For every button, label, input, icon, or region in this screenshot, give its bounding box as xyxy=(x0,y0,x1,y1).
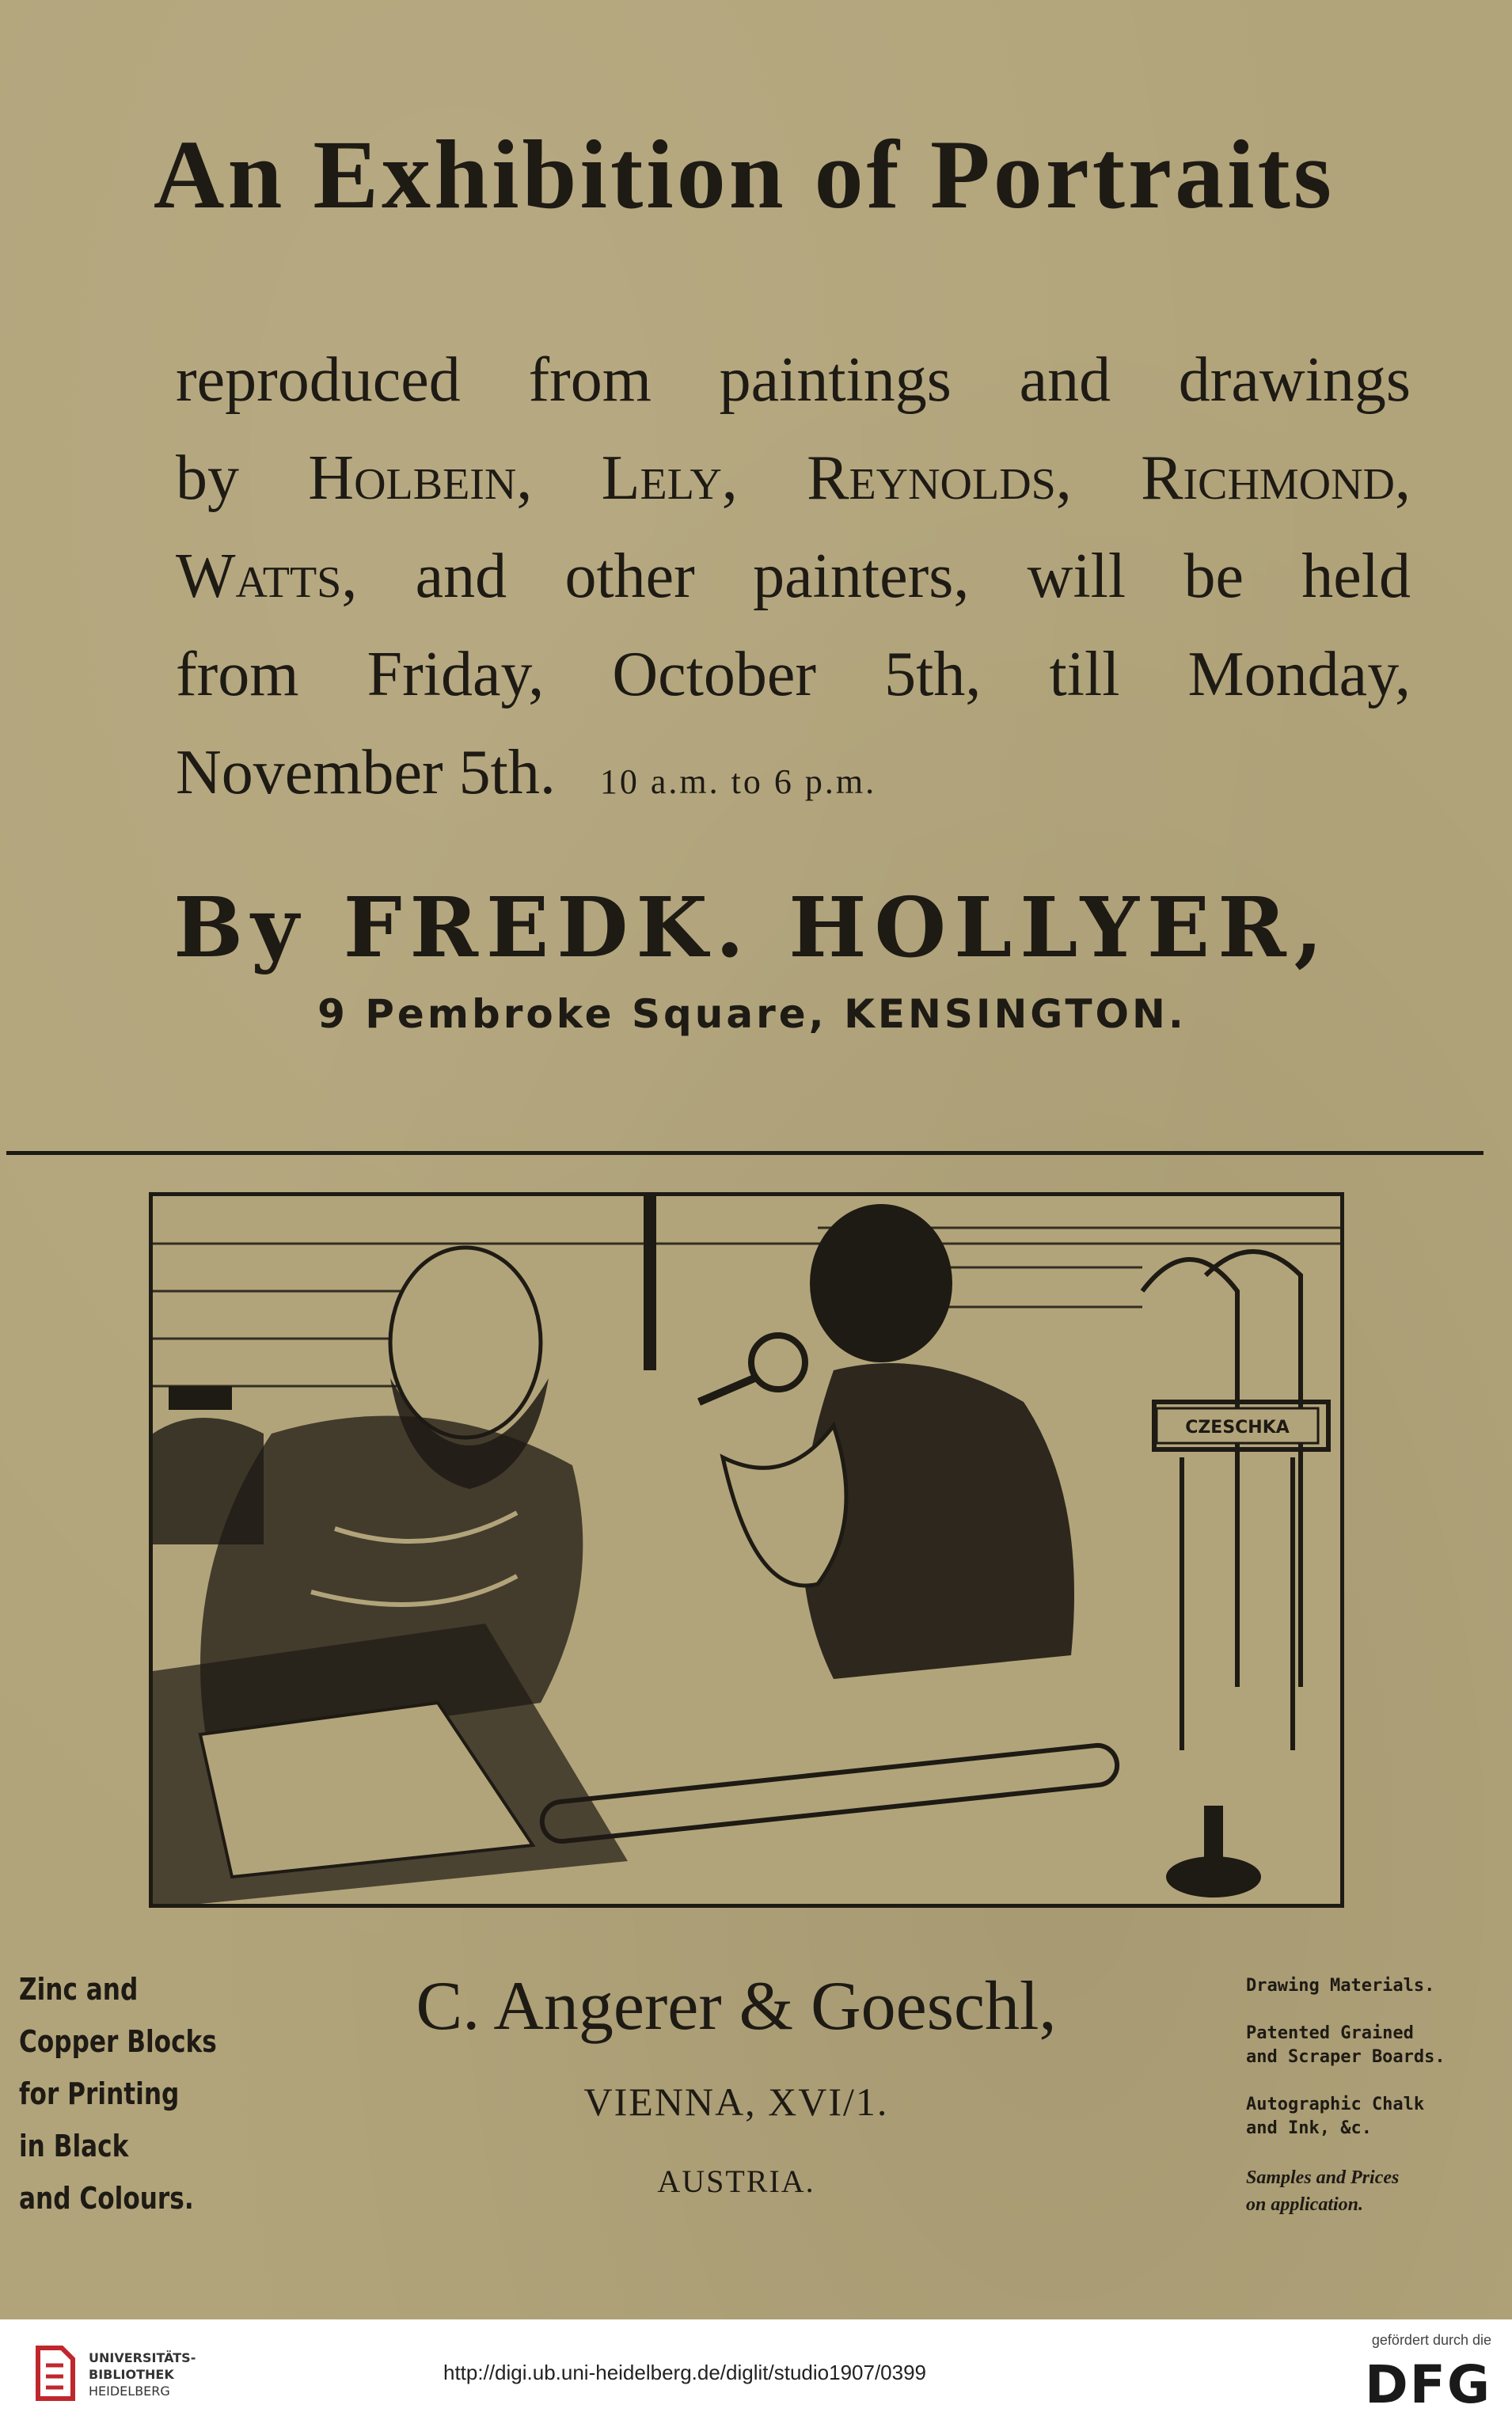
services-line: for Printing xyxy=(19,2076,180,2111)
ink-pot xyxy=(1166,1806,1261,1897)
samples-note: Samples and Prices on application. xyxy=(1246,2167,1400,2215)
exhibition-title: An Exhibition of Portraits xyxy=(153,120,1335,229)
description-line-4 xyxy=(176,625,1411,724)
section-divider xyxy=(6,1151,1484,1155)
materials-item: Autographic Chalk and Ink, &c. xyxy=(1246,2095,1425,2138)
wall-hatching xyxy=(153,1228,1340,1386)
window-frame xyxy=(644,1196,656,1370)
services-line: and Colours. xyxy=(19,2181,194,2216)
library-name xyxy=(89,2350,196,2399)
description-text: by xyxy=(176,443,309,513)
description-line-3 xyxy=(176,527,1411,625)
closing-date: November 5th. xyxy=(176,738,556,807)
description-text: , and other painters, will be held xyxy=(341,541,1411,611)
painter-name: Lely xyxy=(601,443,722,513)
painter-name: Richmond xyxy=(1141,443,1395,513)
description-text: , xyxy=(721,443,807,513)
description-line-5 xyxy=(176,724,1411,831)
library-line: BIBLIOTHEK xyxy=(89,2367,174,2382)
library-line: HEIDELBERG xyxy=(89,2384,170,2399)
description-line-2 xyxy=(176,429,1411,527)
engraving-illustration xyxy=(149,1192,1344,1908)
services-line: Copper Blocks xyxy=(19,2024,217,2059)
painter-name: Reynolds xyxy=(807,443,1056,513)
young-man-figure xyxy=(723,1204,1074,1679)
dfg-logo: DFG xyxy=(1364,2354,1491,2415)
services-line: Zinc and xyxy=(19,1972,139,2007)
painter-name: Watts xyxy=(176,541,342,611)
digitization-footer xyxy=(0,2319,1512,2435)
university-logo-icon xyxy=(32,2342,79,2405)
firm-name: C. Angerer & Goeschl, xyxy=(416,1968,1057,2045)
services-list xyxy=(19,1963,217,2224)
printing-press xyxy=(1142,1252,1328,1750)
source-url[interactable]: http://digi.ub.uni-heidelberg.de/diglit/studio1907/0399 xyxy=(443,2361,927,2384)
materials-item: Drawing Materials. xyxy=(1246,1976,1435,1996)
services-line: in Black xyxy=(19,2129,129,2163)
firm-country: AUSTRIA. xyxy=(657,2163,815,2199)
funded-by-label: gefördert durch die xyxy=(1371,2332,1491,2348)
description-text: , xyxy=(516,443,602,513)
exhibition-description xyxy=(176,331,1411,831)
opening-hours: 10 a.m. to 6 p.m. xyxy=(599,762,877,801)
artist-signature: CZESCHKA xyxy=(1185,1418,1290,1438)
magnifying-glass xyxy=(699,1335,805,1402)
description-text: reproduced from paintings and drawings xyxy=(176,345,1411,415)
studio-address: 9 Pembroke Square, KENSINGTON. xyxy=(317,991,1187,1037)
description-text: , xyxy=(1055,443,1142,513)
photographer-name: By FREDK. HOLLYER, xyxy=(173,879,1331,976)
firm-city: VIENNA, XVI/1. xyxy=(583,2080,889,2124)
firm-block xyxy=(301,1963,1172,2200)
ink-roller xyxy=(540,1743,1119,1843)
description-line-1 xyxy=(176,331,1411,429)
description-text: , xyxy=(1395,443,1411,513)
materials-item: Patented Grained and Scraper Boards. xyxy=(1246,2023,1446,2067)
painter-name: Holbein xyxy=(308,443,517,513)
library-line: UNIVERSITÄTS- xyxy=(89,2350,196,2365)
materials-list xyxy=(1246,1974,1446,2218)
description-text: from Friday, October 5th, till Monday, xyxy=(176,640,1411,709)
